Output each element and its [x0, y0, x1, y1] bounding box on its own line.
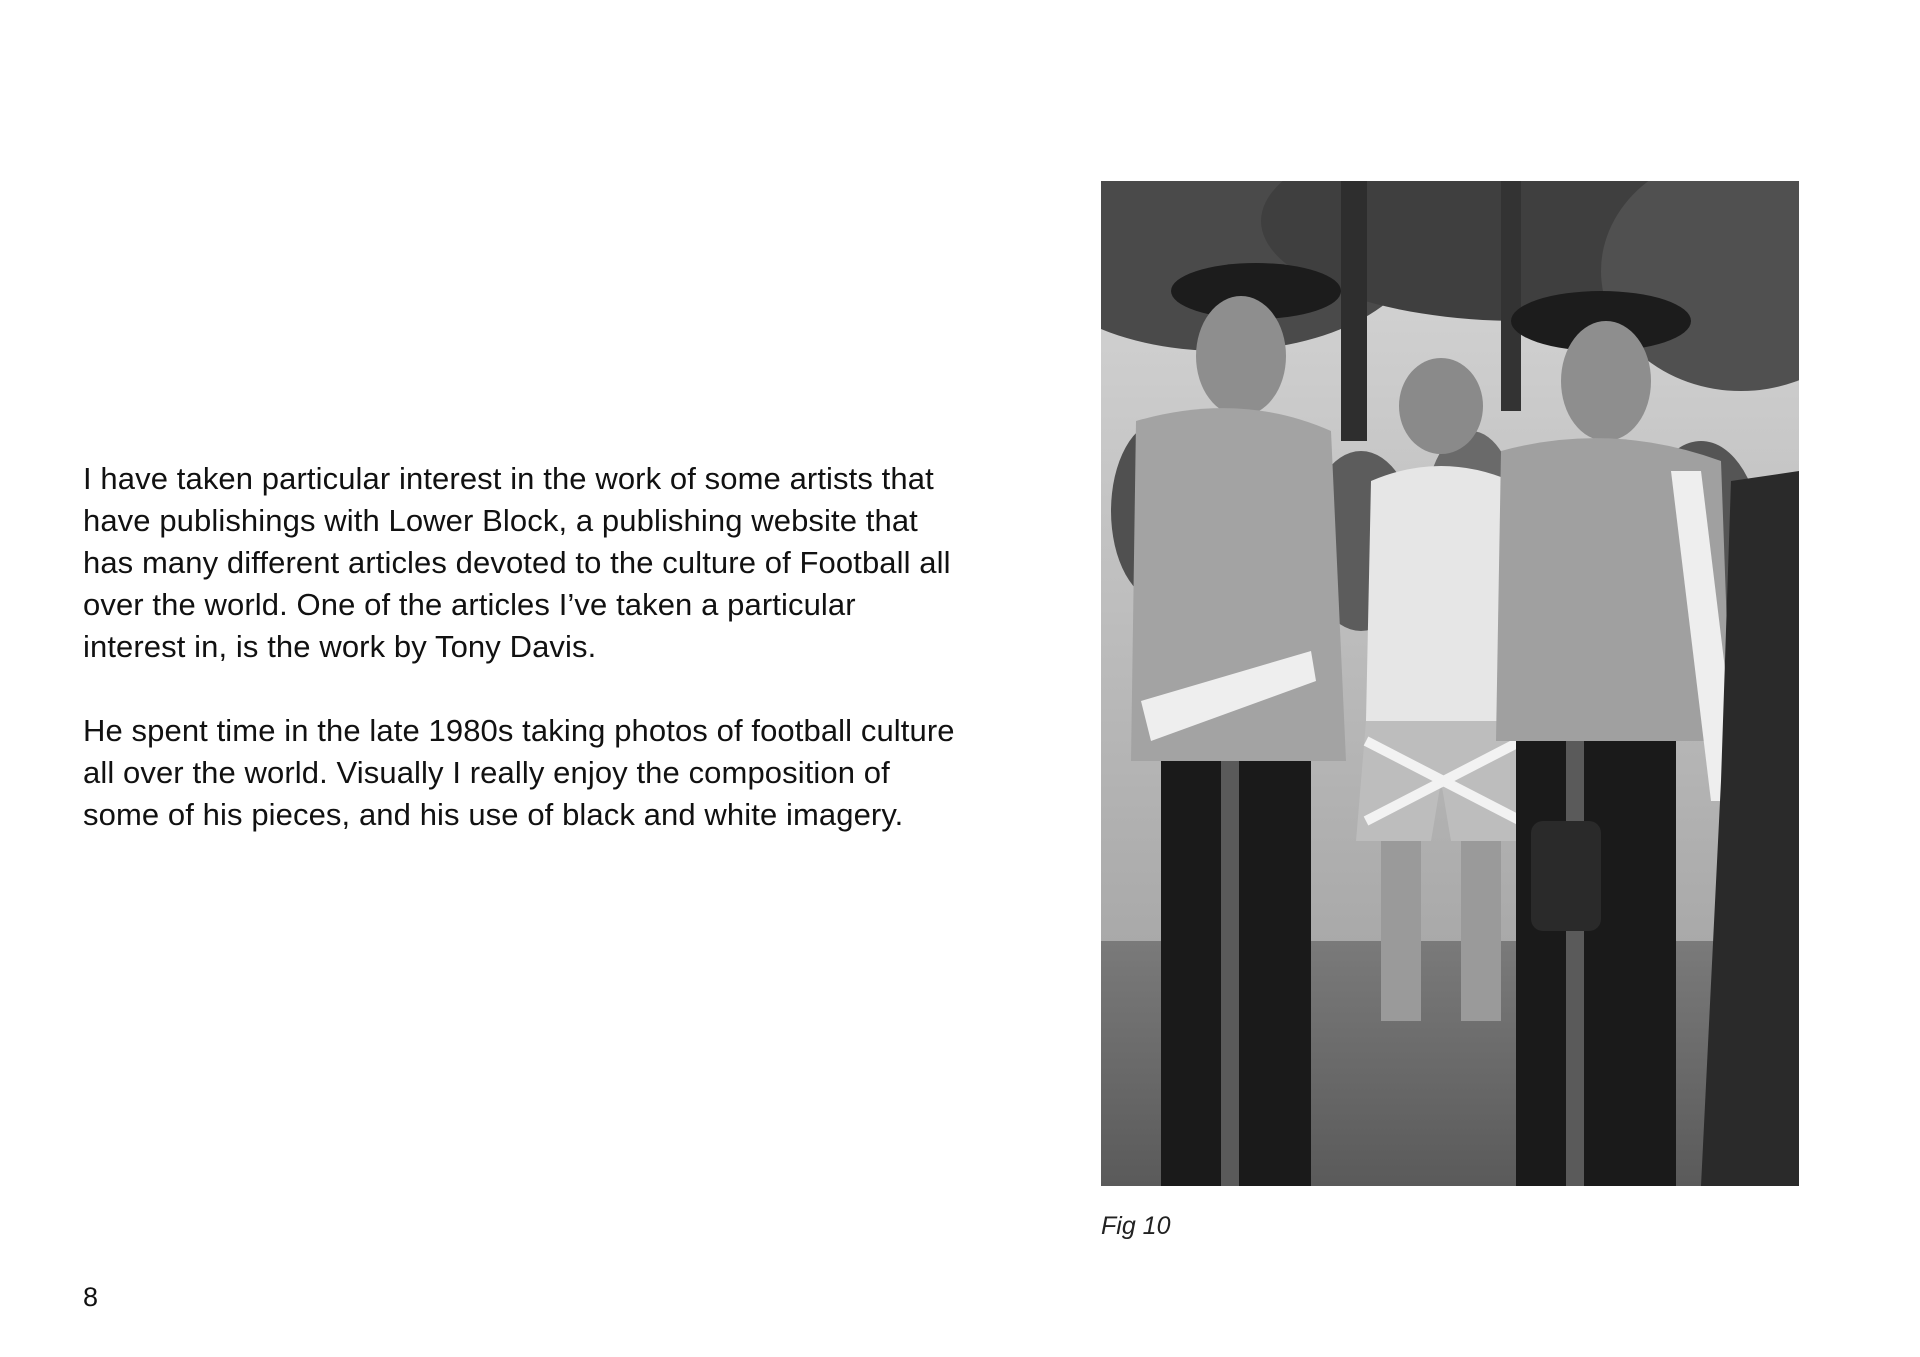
- figure-caption: Fig 10: [1101, 1212, 1171, 1240]
- body-text: [83, 458, 963, 878]
- photograph-image: [1101, 181, 1799, 1186]
- page-number: 8: [83, 1282, 99, 1312]
- photograph-figure: [1101, 181, 1799, 1186]
- paragraph-1: I have taken particular interest in the work of some artists that have publishings with Lower Block, a publishing website that has many different articles devoted to the culture of Football all over the world. One of the articles I’ve taken a particular interest in, is the work by Tony Davis.: [83, 461, 951, 664]
- paragraph-2: He spent time in the late 1980s taking photos of football culture all over the world. Visually I really enjoy the composition of some of his pieces, and his use of black and white imagery.: [83, 713, 955, 832]
